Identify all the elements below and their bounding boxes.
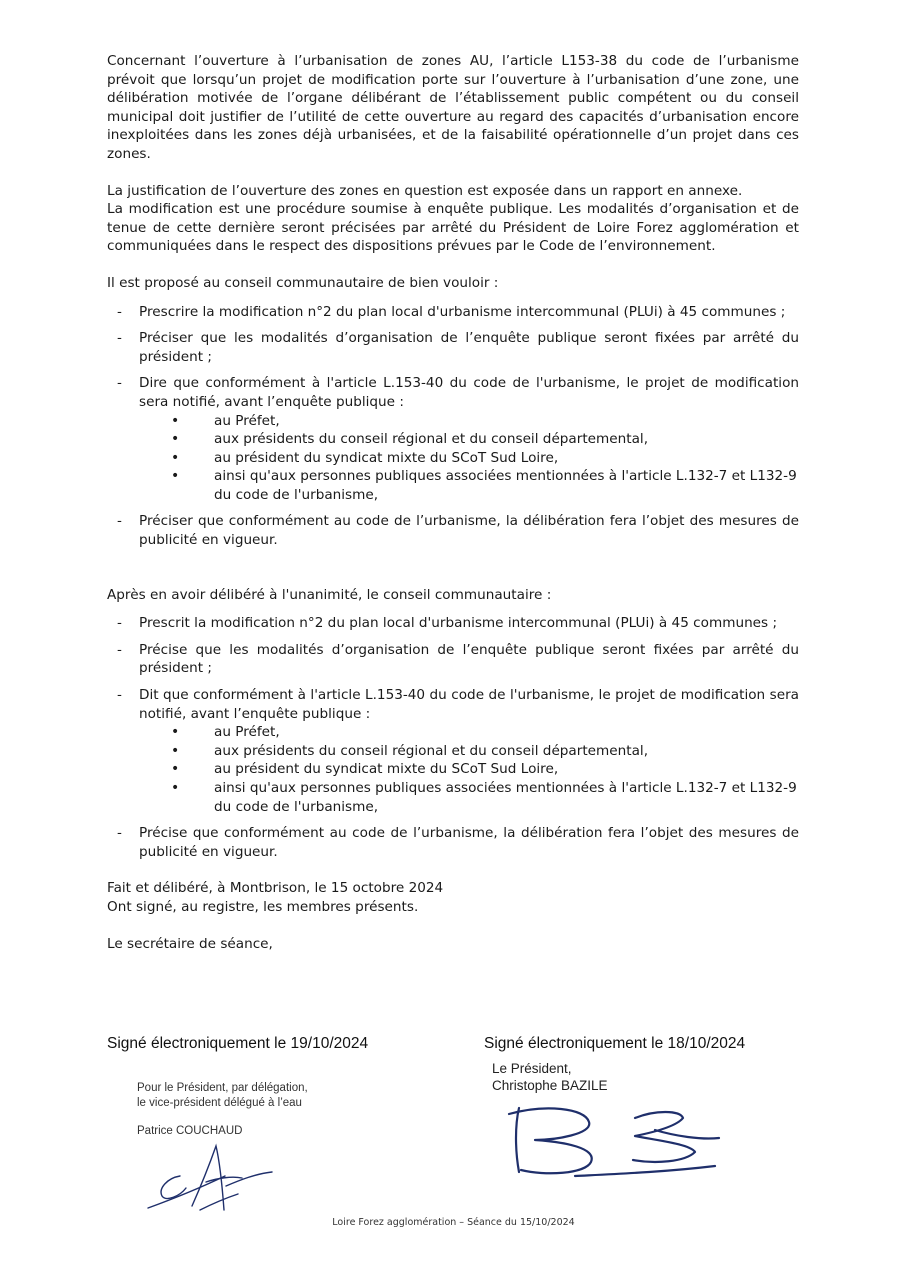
right-electronic-signature-date: Signé électroniquement le 18/10/2024 [484, 1035, 746, 1052]
list-item: • au Préfet, [139, 412, 799, 431]
deliberation-body [107, 52, 799, 953]
right-signatory-block [492, 1060, 608, 1094]
notification-recipients-list [139, 723, 799, 816]
handwritten-signature-left [140, 1138, 280, 1218]
closing-signed-register: Ont signé, au registre, les membres présents. [107, 898, 419, 915]
list-item: • au président du syndicat mixte du SCoT Sud Loire, [139, 760, 799, 779]
list-item: • au Préfet, [139, 723, 799, 742]
notification-recipients-list [139, 412, 799, 505]
paragraph-ouverture-urbanisation: Concernant l’ouverture à l’urbanisation de zones AU, l’article L153-38 du code de l’urbanisme prévoit que lorsqu’un projet de modification porte sur l’ouverture à l’urbanisation d’une zone, une délibération motivée de l’organe délibérant de l’établissement public compétent ou du conseil municipal doit justifier de l’utilité de cette ouverture au regard des capacités d’urbanisation encore inexploitées dans les zones déjà urbanisées, et de la faisabilité opérationnelle d’un projet dans ces zones. [107, 53, 799, 162]
left-role-line-2: le vice-président délégué à l’eau [137, 1097, 302, 1109]
list-item: • ainsi qu'aux personnes publiques associées mentionnées à l'article L.132-7 et L132-9 du code de l'urbanisme, [139, 779, 799, 816]
left-role-line-1: Pour le Président, par délégation, [137, 1082, 308, 1094]
left-signatory-name: Patrice COUCHAUD [137, 1125, 243, 1137]
list-item: - Prescrit la modification n°2 du plan local d'urbanisme intercommunal (PLUi) à 45 communes ; [107, 614, 799, 633]
handwritten-signature-right [505, 1100, 725, 1180]
closing-place-date: Fait et délibéré, à Montbrison, le 15 octobre 2024 [107, 880, 444, 897]
list-item: - Prescrire la modification n°2 du plan local d'urbanisme intercommunal (PLUi) à 45 communes ; [107, 303, 799, 322]
list-item: • aux présidents du conseil régional et du conseil départemental, [139, 430, 799, 449]
decision-list [107, 614, 799, 861]
list-item: - Précise que conformément au code de l’urbanisme, la délibération fera l’objet des mesures de publicité en vigueur. [107, 824, 799, 861]
list-item: • ainsi qu'aux personnes publiques associées mentionnées à l'article L.132-7 et L132-9 du code de l'urbanisme, [139, 467, 799, 504]
list-item: - Précise que les modalités d’organisation de l’enquête publique seront fixées par arrêté du président ; [107, 641, 799, 678]
list-item: - Préciser que conformément au code de l’urbanisme, la délibération fera l’objet des mesures de publicité en vigueur. [107, 512, 799, 549]
page-footer: Loire Forez agglomération – Séance du 15/10/2024 [332, 1217, 575, 1228]
list-item: - Préciser que les modalités d’organisation de l’enquête publique seront fixées par arrêté du président ; [107, 329, 799, 366]
list-item: - Dit que conformément à l'article L.153-40 du code de l'urbanisme, le projet de modification sera notifié, avant l’enquête publique : • au Préfet, • aux présidents du conseil régional et du conseil départemental, • au président du syndicat mixte du SCoT Sud Loire, • ainsi qu'aux personnes publiques associées mentionnées à l'article L.132-7 et L132-9 du code de l'urbanisme, [107, 686, 799, 816]
paragraph-justification: La justification de l’ouverture des zones en question est exposée dans un rapport en annexe. [107, 182, 743, 199]
proposal-intro: Il est proposé au conseil communautaire de bien vouloir : [107, 274, 499, 291]
list-item: • au président du syndicat mixte du SCoT Sud Loire, [139, 449, 799, 468]
list-item: - Dire que conformément à l'article L.153-40 du code de l'urbanisme, le projet de modification sera notifié, avant l’enquête publique : • au Préfet, • aux présidents du conseil régional et du conseil départemental, • au président du syndicat mixte du SCoT Sud Loire, • ainsi qu'aux personnes publiques associées mentionnées à l'article L.132-7 et L132-9 du code de l'urbanisme, [107, 374, 799, 504]
paragraph-enquete-publique: La modification est une procédure soumise à enquête publique. Les modalités d’organisation et de tenue de cette dernière seront précisées par arrêté du Président de Loire Forez agglomération et communiquées dans le respect des dispositions prévues par le Code de l’environnement. [107, 201, 799, 255]
list-item: • aux présidents du conseil régional et du conseil départemental, [139, 742, 799, 761]
left-signatory-role [137, 1081, 308, 1111]
right-signatory-role: Le Président, [492, 1061, 572, 1076]
secretary-label: Le secrétaire de séance, [107, 935, 273, 952]
decision-intro: Après en avoir délibéré à l'unanimité, le conseil communautaire : [107, 586, 552, 603]
proposal-list [107, 303, 799, 550]
right-signatory-name: Christophe BAZILE [492, 1078, 608, 1093]
left-electronic-signature-date: Signé électroniquement le 19/10/2024 [107, 1035, 369, 1052]
